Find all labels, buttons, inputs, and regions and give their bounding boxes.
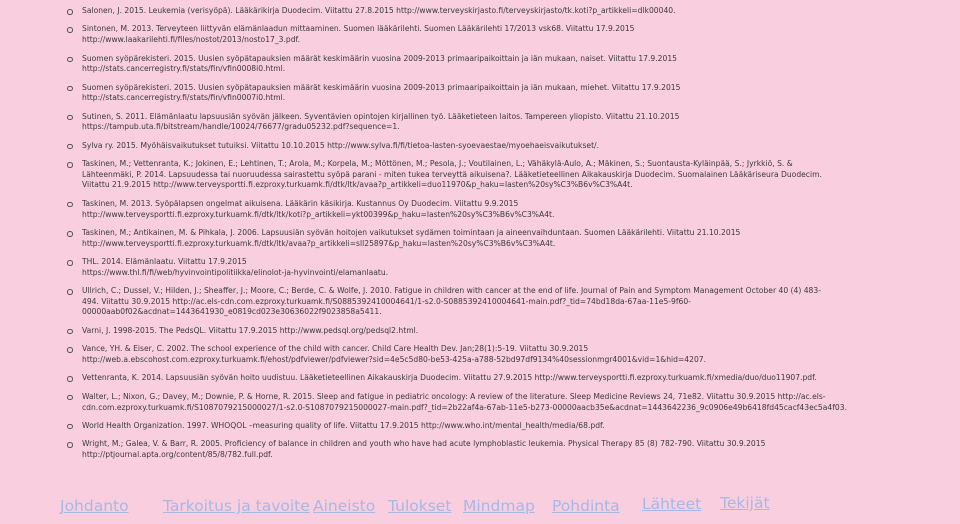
reference-item: Sintonen, M. 2013. Terveyteen liittyvän elämänlaadun mittaaminen. Suomen lääkärilehti. Suomen Lääkärilehti 17/2013 vsk68. Viitattu 17.9.2015 http://www.laakarilehti.fi/files/nostot/2013/nosto17_3.pdf.: [64, 24, 944, 45]
reference-item: Wright, M.; Galea, V. & Barr, R. 2005. Proficiency of balance in children and youth who have had acute lymphoblastic leukemia. Physical Therapy 85 (8) 782-790. Viitattu 30.9.2015 http://ptjournal.apta.org/content/85/8/782.full.pdf.: [64, 439, 944, 460]
nav-link-tulokset[interactable]: Tulokset: [388, 497, 452, 515]
reference-item: Suomen syöpärekisteri. 2015. Uusien syöpätapauksien määrät keskimäärin vuosina 2009-2013 primaaripaikoittain ja iän mukaan, naiset. Viitattu 17.9.2015 http://stats.cancerregistry.fi/stats/fin/vfin0008i0.html.: [64, 54, 944, 75]
reference-item: Sutinen, S. 2011. Elämänlaatu lapsuusiän syövän jälkeen. Syventävien opintojen kirjallinen työ. Lääketieteen laitos. Tampereen yliopisto. Viitattu 21.10.2015 https://tampub.uta.fi/bitstream/handle/10024/76677/gradu05232.pdf?sequence=1.: [64, 112, 944, 133]
reference-item: Taskinen, M.; Vettenranta, K.; Jokinen, E.; Lehtinen, T.; Arola, M.; Korpela, M.; Möttönen, M.; Pesola, J.; Voutilainen, L.; Vähäkylä-Aulo, A.; Mäkinen, S.; Suontausta-Kyläinpää, S.; Jyrkkiö, S. & Lähteenmäki, P. 2014. Lapsuudessa tai nuoruudessa sairastettu syöpä parani - miten tukea terveyttä aikuisena?. Lääketieteellinen Aikakauskirja Duodecim. Suomalainen Lääkäriseura Duodecim. Viitattu 21.9.2015 http://www.terveysportti.fi.ezproxy.turkuamk.fi/dtk/ltk/avaa?p_artikkeli=duo11970&p_haku=lasten%20sy%C3%B6v%C3%A4t.: [64, 159, 944, 191]
reference-item: Sylva ry. 2015. Myöhäisvaikutukset tutuiksi. Viitattu 10.10.2015 http://www.sylva.fi/fi/tietoa-lasten-syoevaestae/myoehaeisvaikutukset/.: [64, 141, 944, 152]
reference-item: Varni, J. 1998-2015. The PedsQL. Viitattu 17.9.2015 http://www.pedsql.org/pedsql2.html.: [64, 326, 944, 337]
nav-link-mindmap[interactable]: Mindmap: [463, 497, 535, 515]
slide-navigation: [60, 494, 960, 519]
reference-item: Vettenranta, K. 2014. Lapsuusiän syövän hoito uudistuu. Lääketieteellinen Aikakauskirja Duodecim. Viitattu 27.9.2015 http://www.terveysportti.fi.ezproxy.turkuamk.fi/xmedia/duo/duo11907.pdf.: [64, 373, 944, 384]
reference-list: [64, 0, 944, 469]
nav-link-tarkoitus-ja-tavoite[interactable]: Tarkoitus ja tavoite: [163, 497, 310, 515]
reference-item: Ullrich, C.; Dussel, V.; Hilden, J.; Sheaffer, J.; Moore, C.; Berde, C. & Wolfe, J. 2010. Fatigue in children with cancer at the end of life. Journal of Pain and Symptom Management October 40 (4) 483- 494. Viitattu 30.9.2015 http://ac.els-cdn.com.ezproxy.turkuamk.fi/S0885392410004641/1-s2.0-S0885392410004641-main.pdf?_tid=74bd18da-67aa-11e5-9f60- 00000aab0f02&acdnat=1443641930_e0819cd023e30636022f9023858a5411.: [64, 286, 944, 318]
nav-link-pohdinta[interactable]: Pohdinta: [552, 497, 620, 515]
reference-item: Walter, L.; Nixon, G.; Davey, M.; Downie, P. & Horne, R. 2015. Sleep and fatigue in pediatric oncology: A review of the literature. Sleep Medicine Reviews 24, 71e82. Viitattu 30.9.2015 http://ac.els- cdn.com.ezproxy.turkuamk.fi/S1087079215000027/1-s2.0-S1087079215000027-main.pdf?_tid=2b22af4a-67ab-11e5-b273-00000aacb35e&acdnat=1443642236_9c0906e49b6418fd45cacf43ec5a4f03.: [64, 392, 944, 413]
nav-link-tekijat[interactable]: Tekijät: [720, 494, 770, 512]
reference-item: World Health Organization. 1997. WHOQOL –measuring quality of life. Viitattu 17.9.2015 http://www.who.int/mental_health/media/68.pdf.: [64, 421, 944, 432]
reference-item: Suomen syöpärekisteri. 2015. Uusien syöpätapauksien määrät keskimäärin vuosina 2009-2013 primaaripaikoittain ja iän mukaan, miehet. Viitattu 17.9.2015 http://stats.cancerregistry.fi/stats/fin/vfin0007i0.html.: [64, 83, 944, 104]
reference-item: Salonen, J. 2015. Leukemia (verisyöpä). Lääkärikirja Duodecim. Viitattu 27.8.2015 http://www.terveyskirjasto.fi/terveyskirjasto/tk.koti?p_artikkeli=dlk00040.: [64, 6, 944, 17]
reference-item: THL. 2014. Elämänlaatu. Viitattu 17.9.2015 https://www.thl.fi/fi/web/hyvinvointipolitiikka/elinolot-ja-hyvinvointi/elamanlaatu.: [64, 257, 944, 278]
nav-link-lahteet[interactable]: Lähteet: [642, 495, 702, 513]
nav-link-aineisto[interactable]: Aineisto: [313, 497, 376, 515]
reference-item: Taskinen, M. 2013. Syöpälapsen ongelmat aikuisena. Lääkärin käsikirja. Kustannus Oy Duodecim. Viitattu 9.9.2015 http://www.terveysportti.fi.ezproxy.turkuamk.fi/dtk/ltk/koti?p_artikkeli=ykt00399&p_haku=lasten%20sy%C3%B6v%C3%A4t.: [64, 199, 944, 220]
reference-item: Taskinen, M.; Antikainen, M. & Pihkala, J. 2006. Lapsuusiän syövän hoitojen vaikutukset sydämen toimintaan ja aineenvaihduntaan. Suomen Lääkärilehti. Viitattu 21.10.2015 http://www.terveysportti.fi.ezproxy.turkuamk.fi/dtk/ltk/avaa?p_artikkeli=sll25897&p_haku=lasten%20sy%C3%B6v%C3%A4t.: [64, 228, 944, 249]
reference-item: Vance, YH. & Eiser, C. 2002. The school experience of the child with cancer. Child Care Health Dev. Jan;28(1):5-19. Viitattu 30.9.2015 http://web.a.ebscohost.com.ezproxy.turkuamk.fi/ehost/pdfviewer/pdfviewer?sid=4e5c5d80-be53-425a-a788-52bd97df9134%40sessionmgr4001&vid=1&hid=4207.: [64, 344, 944, 365]
nav-link-johdanto[interactable]: Johdanto: [60, 497, 129, 515]
